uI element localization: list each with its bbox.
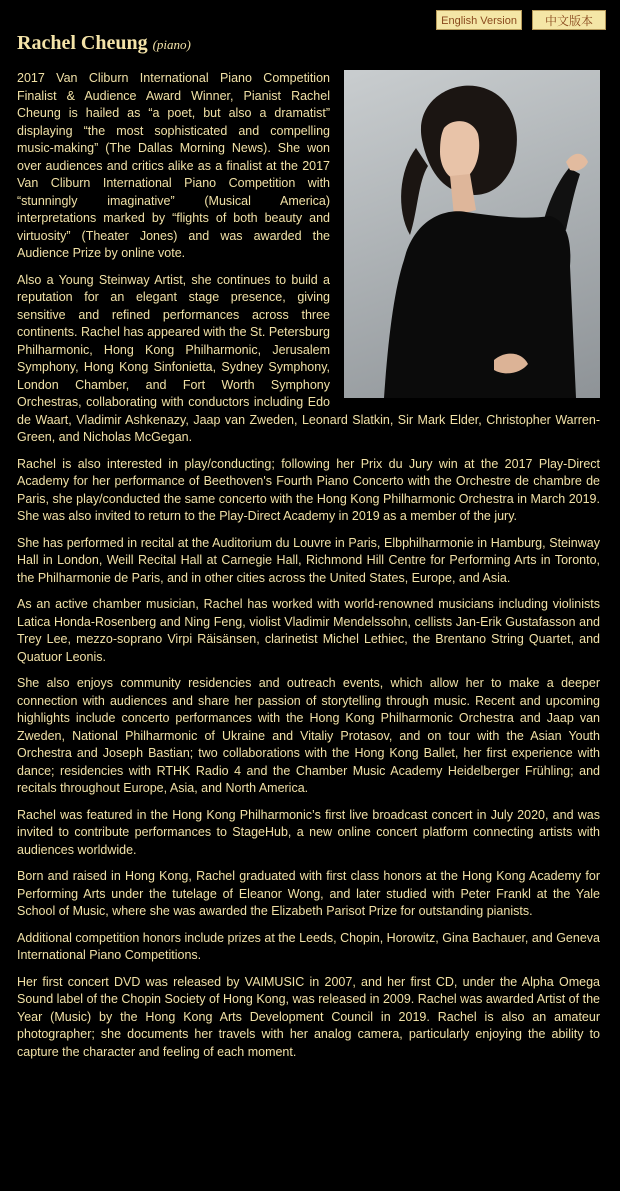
page-title [17,30,600,58]
bio-paragraph: Rachel was featured in the Hong Kong Philharmonic’s first live broadcast concert in July 2020, and was invited to contribute performances to StageHub, a new online concert platform connecting artists with audiences worldwide. [17,807,600,857]
artist-name: Rachel Cheung [17,32,148,54]
bio-paragraph: Rachel is also interested in play/conducting; following her Prix du Jury win at the 2017 Play-Direct Academy for her performance of Beethoven's Fourth Piano Concerto with the Orchestre de chambre de Paris, she play/conducted the same concerto with the Hong Kong Philharmonic Orchestra in March 2019. She was also invited to return to the Play-Direct Academy in 2019 as a member of the jury. [17,456,600,523]
language-switcher [436,10,606,30]
bio-paragraph: Born and raised in Hong Kong, Rachel graduated with first class honors at the Hong Kong Academy for Performing Arts under the tutelage of Eleanor Wong, and later studied with Peter Frankl at the Yale School of Music, where she was awarded the Elizabeth Parisot Prize for outstanding pianists. [17,869,600,918]
bio-paragraph: Additional competition honors include prizes at the Leeds, Chopin, Horowitz, Gina Bachauer, and Geneva International Piano Competitions. [17,930,600,962]
artist-photo [344,70,600,398]
bio-content [17,30,600,1070]
artist-portrait-illustration [344,70,600,398]
chinese-version-button[interactable]: 中文版本 [532,10,606,30]
bio-paragraph: Her first concert DVD was released by VAIMUSIC in 2007, and her first CD, under the Alpha Omega Sound label of the Chopin Society of Hong Kong, was released in 2009. Rachel was awarded Artist of the Year (Music) by the Hong Kong Arts Development Council in 2019. Rachel is also an amateur photographer; she documents her travels with her analog camera, particularly enjoying the ability to capture the character and feeling of each moment. [17,974,600,1059]
bio-paragraph: Also a Young Steinway Artist, she continues to build a reputation for an elegant stage presence, giving sensitive and refined performances across three continents. Rachel has appeared with the St. Petersburg Philharmonic, Hong Kong Philharmonic, Jerusalem Symphony, Hong Kong Sinfonietta, Sydney Symphony, London Chamber, and Fort Worth Symphony Orchestras, collaborating with conductors including Edo de Waart, Vladimir Ashkenazy, Jaap van Zweden, Leonard Slatkin, Sir Mark Elder, Christopher Warren-Green, and Nicholas McGegan. [17,272,600,444]
artist-instrument: (piano) [152,37,191,52]
english-version-button[interactable]: English Version [436,10,522,30]
bio-paragraph: 2017 Van Cliburn International Piano Competition Finalist & Audience Award Winner, Pianist Rachel Cheung is hailed as “a poet, but also a dramatist” displaying “the most sophisticated and compelling music-making” (The Dallas Morning News). She won over audiences and critics alike as a finalist at the 2017 Van Cliburn International Piano Competition with “stunningly imaginative” (Musical America) interpretations marked by “flights of both beauty and virtuosity” (Theater Jones) and was awarded the Audience Prize by online vote. [17,71,330,260]
bio-paragraph: As an active chamber musician, Rachel has worked with world-renowned musicians including violinists Latica Honda-Rosenberg and Ning Feng, violist Vladimir Mendelssohn, cellists Jan-Erik Gustafasson and Trey Lee, mezzo-soprano Virpi Räisänsen, clarinetist Michel Lethiec, the Brentano String Quartet, and Quatuor Leonis. [17,597,600,664]
bio-paragraph: She has performed in recital at the Auditorium du Louvre in Paris, Elbphilharmonie in Hamburg, Steinway Hall in London, Weill Recital Hall at Carnegie Hall, Richmond Hill Centre for Performing Arts in Toronto, the Philharmonie de Paris, and in other cities across the United States, Europe, and Asia. [17,535,600,585]
bio-paragraph: She also enjoys community residencies and outreach events, which allow her to make a deeper connection with audiences and share her passion of storytelling through music. Recent and upcoming highlights include concerto performances with the Hong Kong Philharmonic Orchestra and Jaap van Zweden, National Philharmonic of Ukraine and Vitaliy Protasov, and on tour with the Asian Youth Orchestra and Joseph Bastian; two collaborations with the Hong Kong Ballet, her first experience with dance; residencies with RTHK Radio 4 and the Chamber Music Academy Heidelberger Frühling; and recitals throughout Europe, Asia, and North America. [17,676,600,795]
